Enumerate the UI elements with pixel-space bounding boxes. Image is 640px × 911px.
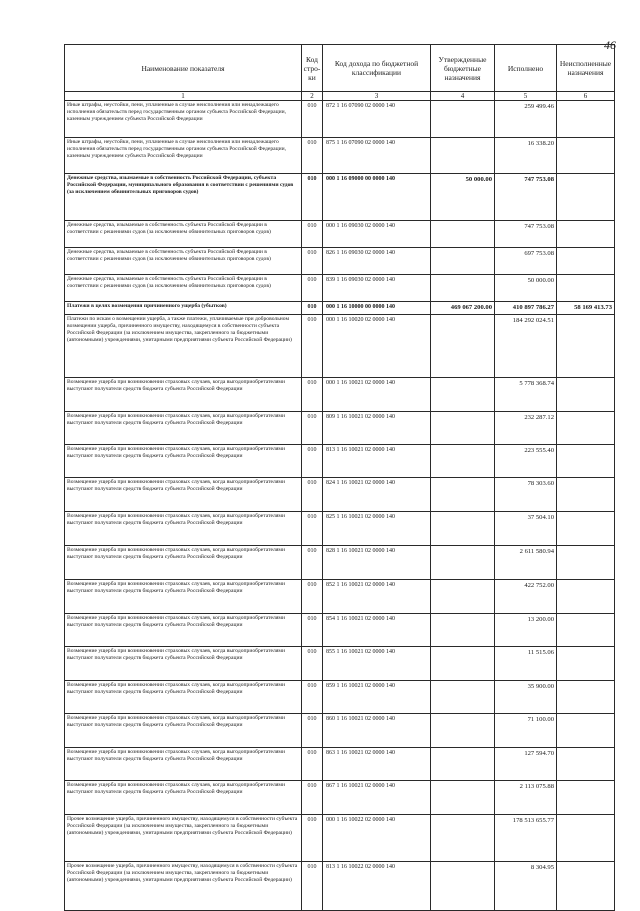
row-approved xyxy=(431,478,495,512)
table-row xyxy=(65,862,615,911)
row-line-code: 010 xyxy=(302,781,323,815)
row-revenue-code: 826 1 16 09030 02 0000 140 xyxy=(323,248,431,275)
row-name: Денежные средства, изымаемые в собственность Российской Федерации, субъекта Российской Федерации, муниципального образования в соответствии с решениями судов (за исключением обвинительных приговоров судов) xyxy=(65,174,302,221)
row-executed: 8 304.95 xyxy=(495,862,557,911)
row-name: Денежные средства, изымаемые в собственность субъекта Российской Федерации в соответствии с решениями судов (за исключением обвинительных приговоров судов) xyxy=(65,248,302,275)
row-unexecuted xyxy=(557,101,615,138)
row-unexecuted xyxy=(557,862,615,911)
table-body xyxy=(65,101,615,911)
table-row xyxy=(65,714,615,748)
row-approved xyxy=(431,862,495,911)
table-row xyxy=(65,748,615,781)
row-name: Возмещение ущерба при возникновении страховых случаев, когда выгодоприобретателями выступают получатели средств бюджета субъекта Российской Федерации xyxy=(65,580,302,614)
row-executed: 178 513 655.77 xyxy=(495,815,557,862)
row-line-code: 010 xyxy=(302,815,323,862)
table-row xyxy=(65,614,615,647)
row-name: Возмещение ущерба при возникновении страховых случаев, когда выгодоприобретателями выступают получатели средств бюджета субъекта Российской Федерации xyxy=(65,714,302,748)
row-revenue-code: 000 1 16 09030 02 0000 140 xyxy=(323,221,431,248)
row-revenue-code: 000 1 16 09000 00 0000 140 xyxy=(323,174,431,221)
row-executed: 184 292 024.51 xyxy=(495,315,557,378)
row-revenue-code: 852 1 16 10021 02 0000 140 xyxy=(323,580,431,614)
row-approved xyxy=(431,815,495,862)
row-executed: 78 303.60 xyxy=(495,478,557,512)
row-approved xyxy=(431,248,495,275)
row-executed: 127 594.70 xyxy=(495,748,557,781)
row-executed: 5 778 368.74 xyxy=(495,378,557,412)
row-line-code: 010 xyxy=(302,512,323,546)
row-revenue-code: 824 1 16 10021 02 0000 140 xyxy=(323,478,431,512)
row-unexecuted xyxy=(557,378,615,412)
header-line-code: Код стро- ки xyxy=(302,45,323,92)
revenue-table xyxy=(64,44,615,911)
row-unexecuted xyxy=(557,221,615,248)
row-name: Прочее возмещение ущерба, причиненного имуществу, находящемуся в собственности субъекта Российской Федерации (за исключением имущества, закрепленного за бюджетными (автономными) учреждениями, унитарными предприятиями субъекта Российской Федерации) xyxy=(65,815,302,862)
table-row xyxy=(65,378,615,412)
row-name: Иные штрафы, неустойки, пени, уплаченные в случае неисполнения или ненадлежащего исполнения обязательств перед государственным органом субъекта Российской Федерации, казенным учреждением субъекта Российской Федерации xyxy=(65,101,302,138)
row-line-code: 010 xyxy=(302,862,323,911)
row-executed: 697 753.08 xyxy=(495,248,557,275)
table-row xyxy=(65,647,615,681)
row-revenue-code: 813 1 16 10021 02 0000 140 xyxy=(323,445,431,478)
column-number: 4 xyxy=(431,92,495,101)
row-approved xyxy=(431,445,495,478)
row-revenue-code: 855 1 16 10021 02 0000 140 xyxy=(323,647,431,681)
row-unexecuted xyxy=(557,315,615,378)
row-revenue-code: 859 1 16 10021 02 0000 140 xyxy=(323,681,431,714)
table-row xyxy=(65,580,615,614)
table-row xyxy=(65,315,615,378)
row-revenue-code: 000 1 16 10022 02 0000 140 xyxy=(323,815,431,862)
table-row xyxy=(65,221,615,248)
row-line-code: 010 xyxy=(302,546,323,580)
row-approved: 50 000.00 xyxy=(431,174,495,221)
row-executed: 747 753.08 xyxy=(495,221,557,248)
row-revenue-code: 825 1 16 10021 02 0000 140 xyxy=(323,512,431,546)
row-approved xyxy=(431,614,495,647)
row-name: Денежные средства, изымаемые в собственность субъекта Российской Федерации в соответствии с решениями судов (за исключением обвинительных приговоров судов) xyxy=(65,275,302,302)
row-line-code: 010 xyxy=(302,221,323,248)
row-executed: 50 000.00 xyxy=(495,275,557,302)
row-line-code: 010 xyxy=(302,302,323,315)
row-executed: 16 338.20 xyxy=(495,138,557,174)
row-approved: 469 067 200.00 xyxy=(431,302,495,315)
row-unexecuted xyxy=(557,275,615,302)
row-line-code: 010 xyxy=(302,412,323,445)
row-revenue-code: 872 1 16 07090 02 0000 140 xyxy=(323,101,431,138)
row-approved xyxy=(431,647,495,681)
row-executed: 2 611 580.94 xyxy=(495,546,557,580)
row-name: Возмещение ущерба при возникновении страховых случаев, когда выгодоприобретателями выступают получатели средств бюджета субъекта Российской Федерации xyxy=(65,546,302,580)
row-unexecuted xyxy=(557,174,615,221)
row-executed: 35 900.00 xyxy=(495,681,557,714)
row-name: Платежи в целях возмещения причиненного ущерба (убытков) xyxy=(65,302,302,315)
table-row xyxy=(65,815,615,862)
row-line-code: 010 xyxy=(302,478,323,512)
row-unexecuted xyxy=(557,580,615,614)
row-line-code: 010 xyxy=(302,378,323,412)
row-line-code: 010 xyxy=(302,138,323,174)
row-approved xyxy=(431,748,495,781)
row-approved xyxy=(431,781,495,815)
row-name: Возмещение ущерба при возникновении страховых случаев, когда выгодоприобретателями выступают получатели средств бюджета субъекта Российской Федерации xyxy=(65,748,302,781)
row-name: Возмещение ущерба при возникновении страховых случаев, когда выгодоприобретателями выступают получатели средств бюджета субъекта Российской Федерации xyxy=(65,647,302,681)
row-name: Иные штрафы, неустойки, пени, уплаченные в случае неисполнения или ненадлежащего исполнения обязательств перед государственным органом субъекта Российской Федерации, казенным учреждением субъекта Российской Федерации xyxy=(65,138,302,174)
table-row xyxy=(65,302,615,315)
row-name: Возмещение ущерба при возникновении страховых случаев, когда выгодоприобретателями выступают получатели средств бюджета субъекта Российской Федерации xyxy=(65,681,302,714)
row-revenue-code: 813 1 16 10022 02 0000 140 xyxy=(323,862,431,911)
table-row xyxy=(65,681,615,714)
row-approved xyxy=(431,275,495,302)
table-row xyxy=(65,478,615,512)
row-approved xyxy=(431,412,495,445)
row-unexecuted xyxy=(557,478,615,512)
header-revenue-code: Код дохода по бюджетной классификации xyxy=(323,45,431,92)
row-line-code: 010 xyxy=(302,101,323,138)
header-unexecuted: Неисполненные назначения xyxy=(557,45,615,92)
row-executed: 422 752.00 xyxy=(495,580,557,614)
column-number: 2 xyxy=(302,92,323,101)
report-sheet xyxy=(64,44,615,911)
column-number: 1 xyxy=(65,92,302,101)
header-executed: Исполнено xyxy=(495,45,557,92)
row-unexecuted xyxy=(557,681,615,714)
row-approved xyxy=(431,546,495,580)
row-revenue-code: 860 1 16 10021 02 0000 140 xyxy=(323,714,431,748)
row-executed: 71 100.00 xyxy=(495,714,557,748)
header-approved: Утвержденные бюджетные назначения xyxy=(431,45,495,92)
row-line-code: 010 xyxy=(302,748,323,781)
row-executed: 410 897 786.27 xyxy=(495,302,557,315)
row-name: Возмещение ущерба при возникновении страховых случаев, когда выгодоприобретателями выступают получатели средств бюджета субъекта Российской Федерации xyxy=(65,378,302,412)
table-row xyxy=(65,138,615,174)
table-row xyxy=(65,546,615,580)
row-unexecuted xyxy=(557,614,615,647)
column-numbers-row xyxy=(65,92,615,101)
row-unexecuted xyxy=(557,781,615,815)
table-row xyxy=(65,781,615,815)
table-row xyxy=(65,412,615,445)
row-approved xyxy=(431,315,495,378)
row-approved xyxy=(431,378,495,412)
row-unexecuted xyxy=(557,748,615,781)
row-executed: 13 200.00 xyxy=(495,614,557,647)
row-name: Возмещение ущерба при возникновении страховых случаев, когда выгодоприобретателями выступают получатели средств бюджета субъекта Российской Федерации xyxy=(65,412,302,445)
row-revenue-code: 854 1 16 10021 02 0000 140 xyxy=(323,614,431,647)
row-approved xyxy=(431,221,495,248)
table-row xyxy=(65,512,615,546)
row-approved xyxy=(431,580,495,614)
row-revenue-code: 828 1 16 10021 02 0000 140 xyxy=(323,546,431,580)
row-line-code: 010 xyxy=(302,315,323,378)
row-revenue-code: 000 1 16 10000 00 0000 140 xyxy=(323,302,431,315)
row-unexecuted xyxy=(557,714,615,748)
page-number: 46 xyxy=(604,38,616,52)
row-revenue-code: 809 1 16 10021 02 0000 140 xyxy=(323,412,431,445)
row-unexecuted xyxy=(557,546,615,580)
row-executed: 232 287.12 xyxy=(495,412,557,445)
row-revenue-code: 863 1 16 10021 02 0000 140 xyxy=(323,748,431,781)
row-approved xyxy=(431,138,495,174)
row-name: Возмещение ущерба при возникновении страховых случаев, когда выгодоприобретателями выступают получатели средств бюджета субъекта Российской Федерации xyxy=(65,478,302,512)
row-approved xyxy=(431,714,495,748)
column-number: 5 xyxy=(495,92,557,101)
row-executed: 11 515.06 xyxy=(495,647,557,681)
table-row xyxy=(65,174,615,221)
row-name: Возмещение ущерба при возникновении страховых случаев, когда выгодоприобретателями выступают получатели средств бюджета субъекта Российской Федерации xyxy=(65,781,302,815)
row-unexecuted: 58 169 413.73 xyxy=(557,302,615,315)
row-unexecuted xyxy=(557,248,615,275)
table-row xyxy=(65,101,615,138)
row-line-code: 010 xyxy=(302,275,323,302)
row-line-code: 010 xyxy=(302,681,323,714)
row-line-code: 010 xyxy=(302,248,323,275)
row-approved xyxy=(431,681,495,714)
row-executed: 259 499.46 xyxy=(495,101,557,138)
row-executed: 747 753.08 xyxy=(495,174,557,221)
row-name: Денежные средства, изымаемые в собственность субъекта Российской Федерации в соответствии с решениями судов (за исключением обвинительных приговоров судов) xyxy=(65,221,302,248)
row-line-code: 010 xyxy=(302,714,323,748)
row-name: Возмещение ущерба при возникновении страховых случаев, когда выгодоприобретателями выступают получатели средств бюджета субъекта Российской Федерации xyxy=(65,512,302,546)
row-line-code: 010 xyxy=(302,445,323,478)
row-revenue-code: 000 1 16 10020 02 0000 140 xyxy=(323,315,431,378)
row-revenue-code: 875 1 16 07090 02 0000 140 xyxy=(323,138,431,174)
row-approved xyxy=(431,512,495,546)
row-unexecuted xyxy=(557,138,615,174)
row-executed: 37 504.10 xyxy=(495,512,557,546)
table-row xyxy=(65,275,615,302)
row-revenue-code: 000 1 16 10021 02 0000 140 xyxy=(323,378,431,412)
row-executed: 223 555.40 xyxy=(495,445,557,478)
row-unexecuted xyxy=(557,445,615,478)
row-revenue-code: 839 1 16 09030 02 0000 140 xyxy=(323,275,431,302)
row-executed: 2 113 075.88 xyxy=(495,781,557,815)
row-line-code: 010 xyxy=(302,174,323,221)
row-unexecuted xyxy=(557,412,615,445)
row-name: Платежи по искам о возмещении ущерба, а также платежи, уплачиваемые при добровольном возмещении ущерба, причиненного имуществу, находящемуся в собственности субъекта Российской Федерации (за исключением имущества, закрепленного за бюджетными (автономными) учреждениями, унитарными предприятиями субъекта Российской Федерации) xyxy=(65,315,302,378)
header-name: Наименование показателя xyxy=(65,45,302,92)
table-row xyxy=(65,445,615,478)
row-unexecuted xyxy=(557,815,615,862)
row-revenue-code: 867 1 16 10021 02 0000 140 xyxy=(323,781,431,815)
row-line-code: 010 xyxy=(302,614,323,647)
row-name: Возмещение ущерба при возникновении страховых случаев, когда выгодоприобретателями выступают получатели средств бюджета субъекта Российской Федерации xyxy=(65,445,302,478)
row-name: Прочее возмещение ущерба, причиненного имуществу, находящемуся в собственности субъекта Российской Федерации (за исключением имущества, закрепленного за бюджетными (автономными) учреждениями, унитарными предприятиями субъекта Российской Федерации) xyxy=(65,862,302,911)
row-unexecuted xyxy=(557,512,615,546)
row-line-code: 010 xyxy=(302,580,323,614)
table-row xyxy=(65,248,615,275)
row-approved xyxy=(431,101,495,138)
row-line-code: 010 xyxy=(302,647,323,681)
column-number: 3 xyxy=(323,92,431,101)
row-unexecuted xyxy=(557,647,615,681)
row-name: Возмещение ущерба при возникновении страховых случаев, когда выгодоприобретателями выступают получатели средств бюджета субъекта Российской Федерации xyxy=(65,614,302,647)
column-number: 6 xyxy=(557,92,615,101)
